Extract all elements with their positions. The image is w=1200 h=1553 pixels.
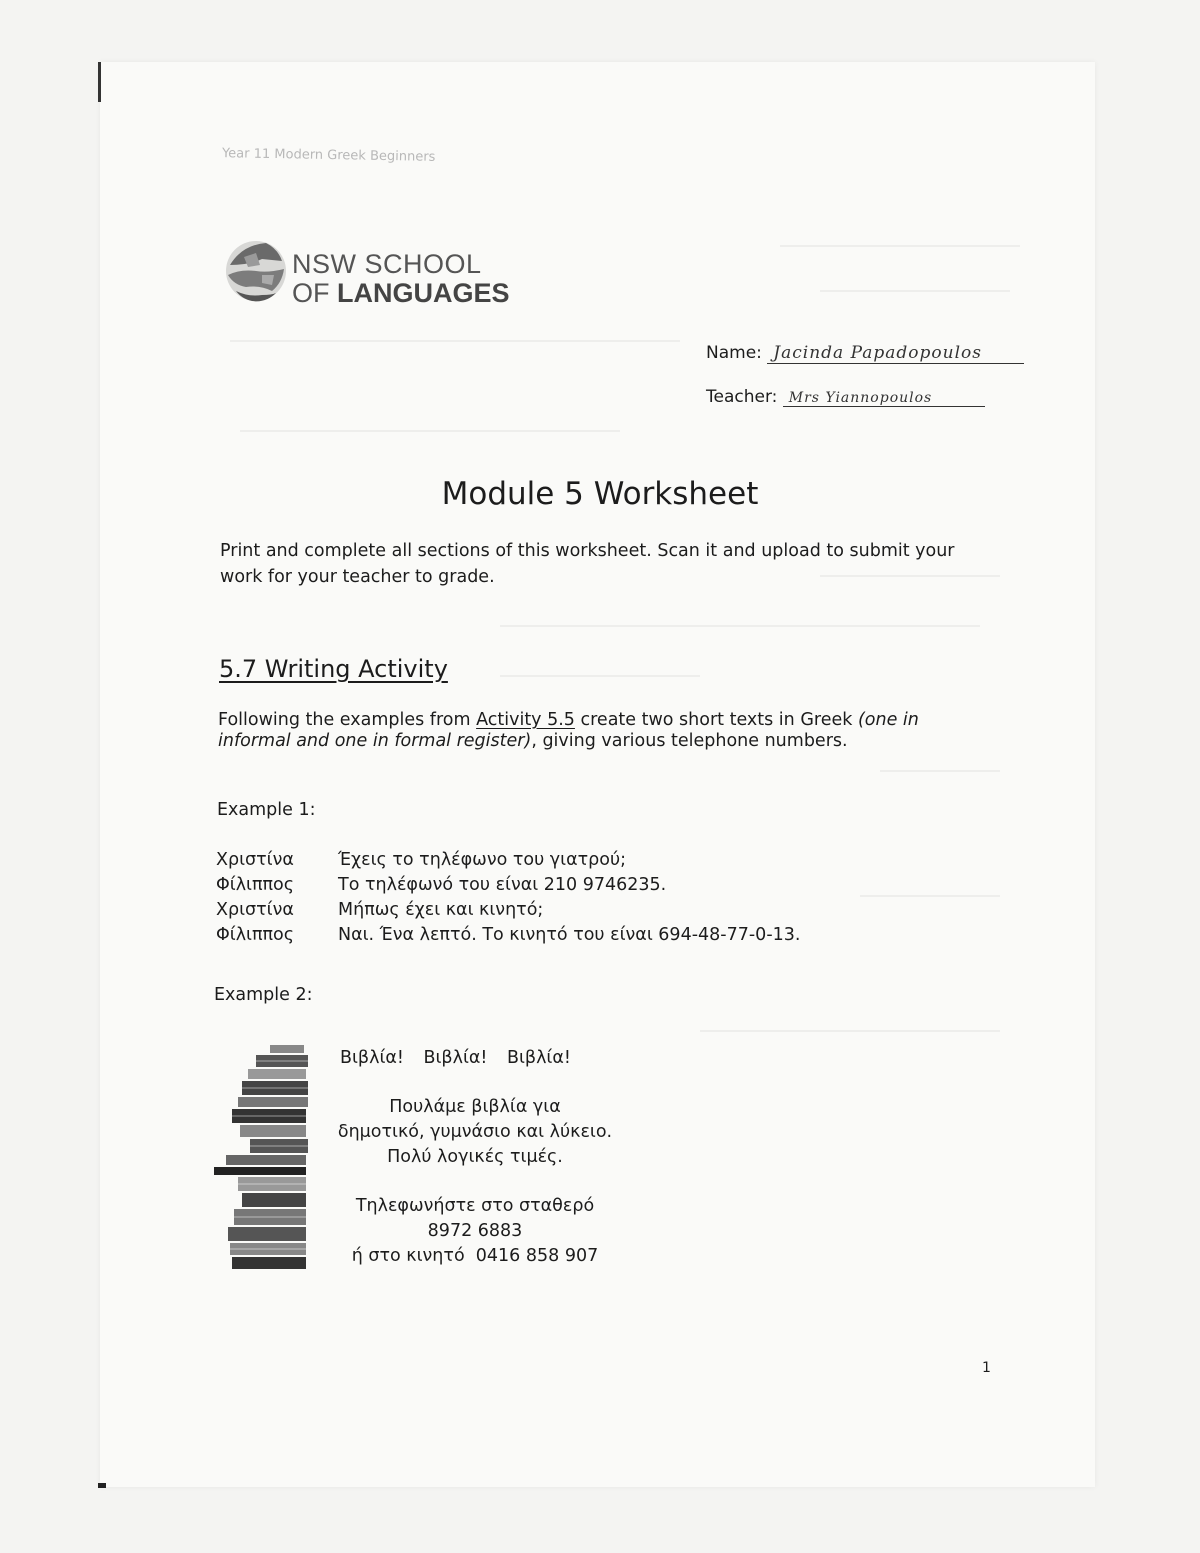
dialogue-line: Χριστίνα Έχεις το τηλέφωνο του γιατρού; [216, 850, 626, 870]
example1-dialogue [216, 848, 800, 948]
scan-edge-mark [98, 62, 101, 102]
ad-landline: 8972 6883 [427, 1221, 523, 1241]
page-title: Module 5 Worksheet [441, 476, 759, 512]
activity-link[interactable]: Activity 5.5 [476, 710, 575, 730]
dialogue-line: Χριστίνα Μήπως έχει και κινητό; [216, 900, 544, 920]
book-stack-icon [212, 1045, 312, 1270]
book-advertisement [310, 1046, 640, 1269]
ad-call-line: Τηλεφωνήστε στο σταθερό [355, 1196, 595, 1216]
name-field[interactable] [706, 343, 1024, 364]
ad-body-line: Πουλάμε βιβλία για [389, 1097, 561, 1117]
running-head: Year 11 Modern Greek Beginners [221, 146, 436, 165]
dialogue-line: Φίλιππος Ναι. Ένα λεπτό. Το κινητό του είναι 694-48-77-0-13. [216, 925, 801, 945]
ad-mobile-line: ή στο κινητό 0416 858 907 [351, 1246, 599, 1266]
dialogue-line: Φίλιππος Το τηλέφωνό του είναι 210 9746235. [216, 875, 667, 895]
page-number: 1 [982, 1360, 991, 1376]
teacher-field[interactable] [706, 387, 985, 407]
activity-instruction: Following the examples from Activity 5.5 create two short texts in Greek (one in informal and one in formal register), giving various telephone numbers. [218, 710, 919, 751]
name-label: Name: [706, 343, 762, 363]
nsw-school-logo [222, 235, 522, 310]
globe-logo-icon [222, 235, 290, 305]
example2-label: Example 2: [214, 985, 313, 1005]
ad-body-line: Πολύ λογικές τιμές. [387, 1147, 563, 1167]
teacher-label: Teacher: [706, 387, 778, 407]
teacher-value[interactable]: Mrs Yiannopoulos [783, 390, 985, 407]
ad-headline: Βιβλία! Βιβλία! Βιβλία! [340, 1048, 571, 1068]
logo-wordmark: NSW SCHOOL OF LANGUAGES [292, 249, 510, 308]
name-value[interactable]: Jacinda Papadopoulos [767, 343, 1024, 364]
scan-corner-mark [98, 1483, 106, 1488]
example1-label: Example 1: [217, 800, 316, 820]
section-heading: 5.7 Writing Activity [219, 655, 448, 683]
ad-body-line: δημοτικό, γυμνάσιο και λύκειο. [337, 1122, 613, 1142]
intro-text: Print and complete all sections of this worksheet. Scan it and upload to submit your work for your teacher to grade. [220, 541, 955, 587]
